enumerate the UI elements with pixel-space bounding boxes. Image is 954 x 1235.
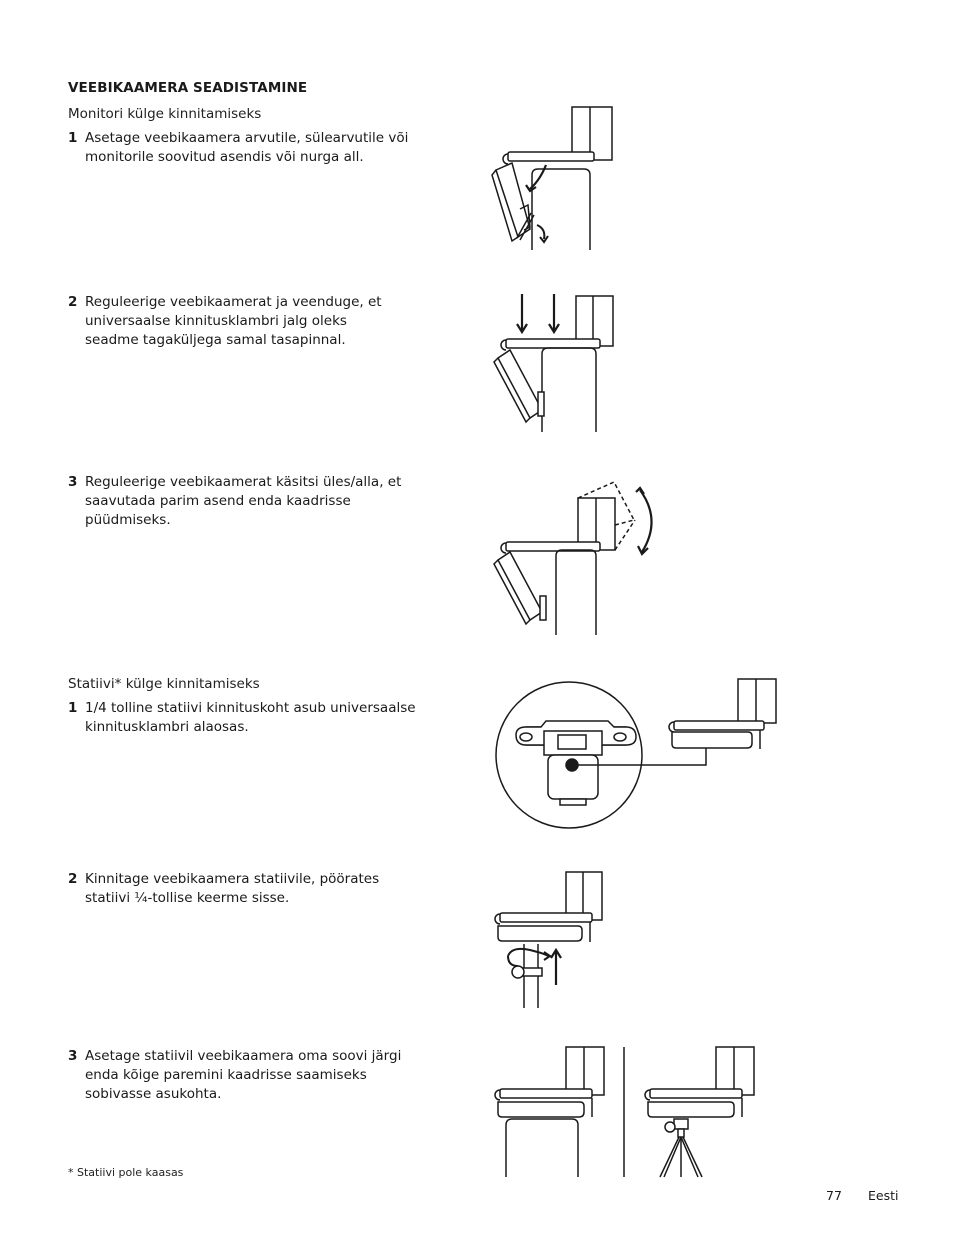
step-number: 2 bbox=[68, 871, 78, 887]
step-text: Kinnitage veebikaamera statiivile, pöörates statiivi ¼-tollise keerme sisse. bbox=[85, 871, 380, 906]
monitor-step-3 bbox=[68, 473, 428, 530]
tripod-mount-illustration-3 bbox=[494, 1045, 764, 1180]
step-number: 1 bbox=[68, 700, 78, 716]
monitor-mount-illustration-2 bbox=[490, 292, 620, 437]
monitor-mount-illustration-3 bbox=[490, 480, 670, 640]
language-label: Eesti bbox=[868, 1188, 899, 1203]
tripod-subtitle: Statiivi* külge kinnitamiseks bbox=[68, 676, 260, 692]
tripod-step-3 bbox=[68, 1047, 428, 1104]
section-title: VEEBIKAAMERA SEADISTAMINE bbox=[68, 80, 308, 96]
monitor-step-1 bbox=[68, 129, 428, 167]
step-text: Asetage veebikaamera arvutile, sülearvutile või monitorile soovitud asendis või nurga all. bbox=[85, 130, 409, 165]
monitor-mount-illustration-1 bbox=[490, 105, 620, 255]
step-number: 2 bbox=[68, 294, 78, 310]
monitor-subtitle: Monitori külge kinnitamiseks bbox=[68, 106, 262, 122]
step-text: Reguleerige veebikaamerat käsitsi üles/alla, et saavutada parim asend enda kaadrisse püüdmiseks. bbox=[85, 474, 402, 528]
footnote: * Statiivi pole kaasas bbox=[68, 1166, 184, 1179]
step-number: 1 bbox=[68, 130, 78, 146]
tripod-mount-illustration-2 bbox=[494, 870, 614, 1010]
step-number: 3 bbox=[68, 1048, 78, 1064]
tripod-mount-illustration-1 bbox=[496, 675, 786, 835]
tripod-step-1 bbox=[68, 699, 428, 737]
step-text: Reguleerige veebikaamerat ja veenduge, et universaalse kinnitusklambri jalg oleks seadme tagaküljega samal tasapinnal. bbox=[85, 294, 382, 348]
step-number: 3 bbox=[68, 474, 78, 490]
monitor-step-2 bbox=[68, 293, 428, 350]
step-text: Asetage statiivil veebikaamera oma soovi järgi enda kõige paremini kaadrisse saamiseks sobivasse asukohta. bbox=[85, 1048, 402, 1102]
step-text: 1/4 tolline statiivi kinnituskoht asub universaalse kinnitusklambri alaosas. bbox=[85, 700, 416, 735]
page-number: 77 bbox=[826, 1188, 842, 1203]
tripod-step-2 bbox=[68, 870, 428, 908]
